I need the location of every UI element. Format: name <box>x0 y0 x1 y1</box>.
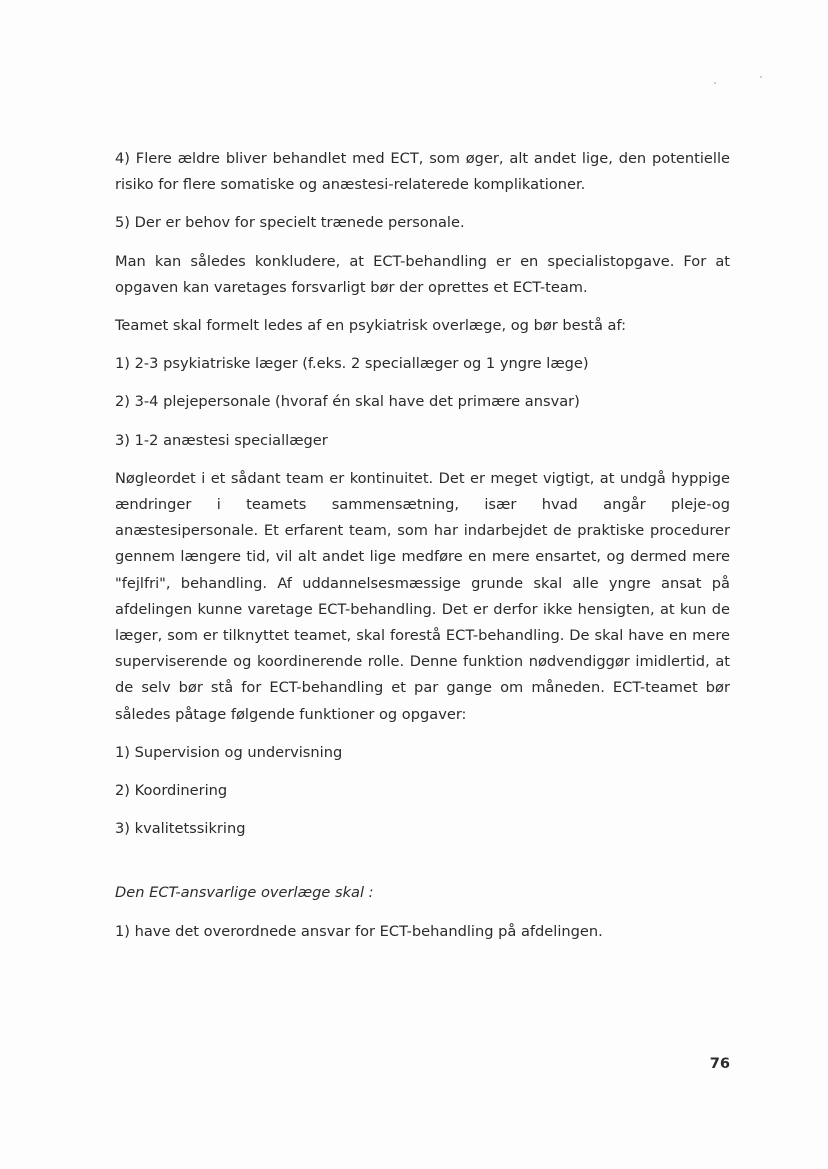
paragraph-team-intro: Teamet skal formelt ledes af en psykiatrisk overlæge, og bør bestå af: <box>115 317 627 335</box>
function-list-item-3: 3) kvalitetssikring <box>115 820 246 838</box>
team-list-item-1: 1) 2-3 psykiatriske læger (f.eks. 2 speciallæger og 1 yngre læge) <box>115 355 589 373</box>
paragraph-conclusion: Man kan således konkludere, at ECT-behandling er en specialistopgave. For at opgaven kan varetages forsvarligt bør der oprettes et ECT-team. <box>115 252 730 296</box>
scan-speck <box>714 82 716 84</box>
responsibility-list-item-1: 1) have det overordnede ansvar for ECT-behandling på afdelingen. <box>115 922 603 940</box>
scan-speck <box>760 76 762 78</box>
paragraph-item-4: 4) Flere ældre bliver behandlet med ECT, som øger, alt andet lige, den potentielle risiko for flere somatiske og anæstesi-relaterede komplikationer. <box>115 150 730 194</box>
section-heading: Den ECT-ansvarlige overlæge skal : <box>115 884 374 902</box>
team-list-item-3: 3) 1-2 anæstesi speciallæger <box>115 431 328 449</box>
paragraph-item-5: 5) Der er behov for specielt trænede personale. <box>115 214 465 232</box>
function-list-item-2: 2) Koordinering <box>115 782 228 800</box>
team-list-item-2: 2) 3-4 plejepersonale (hvoraf én skal have det primære ansvar) <box>115 393 580 411</box>
page-body <box>115 146 730 957</box>
page-number: 76 <box>709 1055 730 1072</box>
paragraph-continuity: Nøgleordet i et sådant team er kontinuitet. Det er meget vigtigt, at undgå hyppige ændringer i teamets sammensætning, især hvad angår pleje-og anæstesipersonale. Et erfarent team, som har indarbejdet de praktiske procedurer gennem længere tid, vil alt andet lige medføre en mere ensartet, og dermed mere "fejlfri", behandling. Af uddannelsesmæssige grunde skal alle yngre ansat på afdelingen kunne varetage ECT-behandling. Det er derfor ikke hensigten, at kun de læger, som er tilknyttet teamet, skal forestå ECT-behandling. De skal have en mere superviserende og koordinerende rolle. Denne funktion nødvendiggør imidlertid, at de selv bør stå for ECT-behandling et par gange om måneden. ECT-teamet bør således påtage følgende funktioner og opgaver: <box>115 469 730 723</box>
function-list-item-1: 1) Supervision og undervisning <box>115 743 343 761</box>
